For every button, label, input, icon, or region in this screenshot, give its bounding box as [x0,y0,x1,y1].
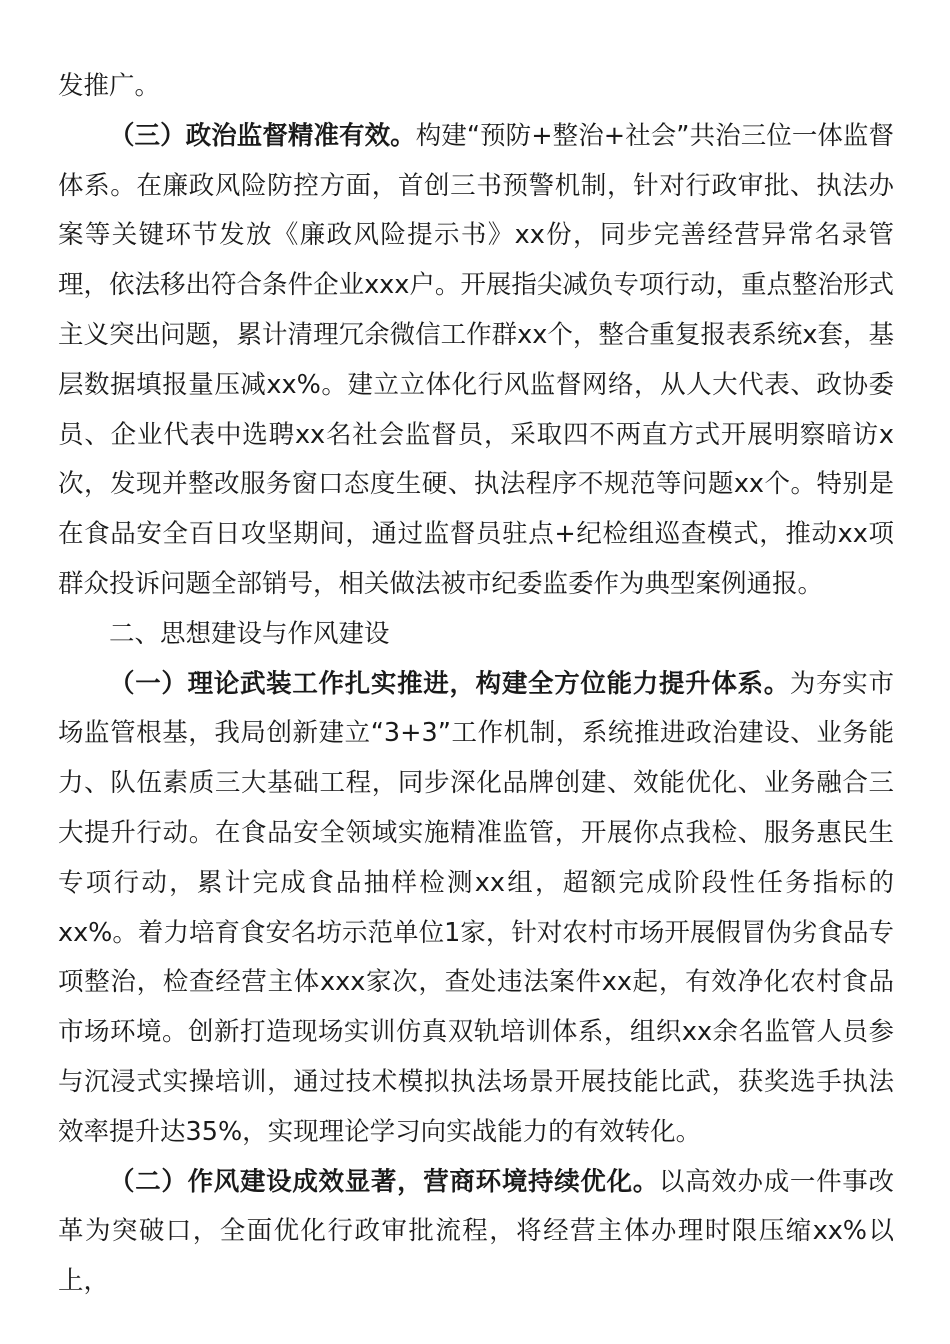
section-title: 二、思想建设与作风建设 [109,618,390,649]
paragraph-work-style [58,1158,894,1307]
paragraph-heading: （一）理论武装工作扎实推进，构建全方位能力提升体系。 [109,668,790,699]
paragraph-continuation [58,62,894,112]
paragraph-heading: （三）政治监督精准有效。 [109,120,416,151]
paragraph-text: 以高效办成一件事改革为突破口，全面优化行政审批流程，将经营主体办理时限压缩xx%以上， [58,1166,894,1297]
section-heading [58,610,894,660]
paragraph-text: 构建“预防+整治+社会”共治三位一体监督体系。在廉政风险防控方面，首创三书预警机制，针对行政审批、执法办案等关键环节发放《廉政风险提示书》xx份，同步完善经营异常名录管理，依法移出符合条件企业xxx户。开展指尖减负专项行动，重点整治形式主义突出问题，累计清理冗余微信工作群xx个，整合重复报表系统x套，基层数据填报量压减xx%。建立立体化行风监督网络，从人大代表、政协委员、企业代表中选聘xx名社会监督员，采取四不两直方式开展明察暗访x次，发现并整改服务窗口态度生硬、执法程序不规范等问题xx个。特别是在食品安全百日攻坚期间，通过监督员驻点+纪检组巡查模式，推动xx项群众投诉问题全部销号，相关做法被市纪委监委作为典型案例通报。 [58,120,894,599]
paragraph-text: 发推广。 [58,71,161,101]
paragraph-text: 为夯实市场监管根基，我局创新建立“3+3”工作机制，系统推进政治建设、业务能力、队伍素质三大基础工程，同步深化品牌创建、效能优化、业务融合三大提升行动。在食品安全领域实施精准监管，开展你点我检、服务惠民生专项行动，累计完成食品抽样检测xx组，超额完成阶段性任务指标的xx%。着力培育食安名坊示范单位1家，针对农村市场开展假冒伪劣食品专项整治，检查经营主体xxx家次，查处违法案件xx起，有效净化农村食品市场环境。创新打造现场实训仿真双轨培训体系，组织xx余名监管人员参与沉浸式实操培训，通过技术模拟执法场景开展技能比武，获奖选手执法效率提升达35%，实现理论学习向实战能力的有效转化。 [58,668,894,1147]
document-body [58,62,894,1307]
paragraph-political-supervision [58,112,894,610]
paragraph-heading: （二）作风建设成效显著，营商环境持续优化。 [109,1166,659,1197]
paragraph-theory-arming [58,660,894,1158]
